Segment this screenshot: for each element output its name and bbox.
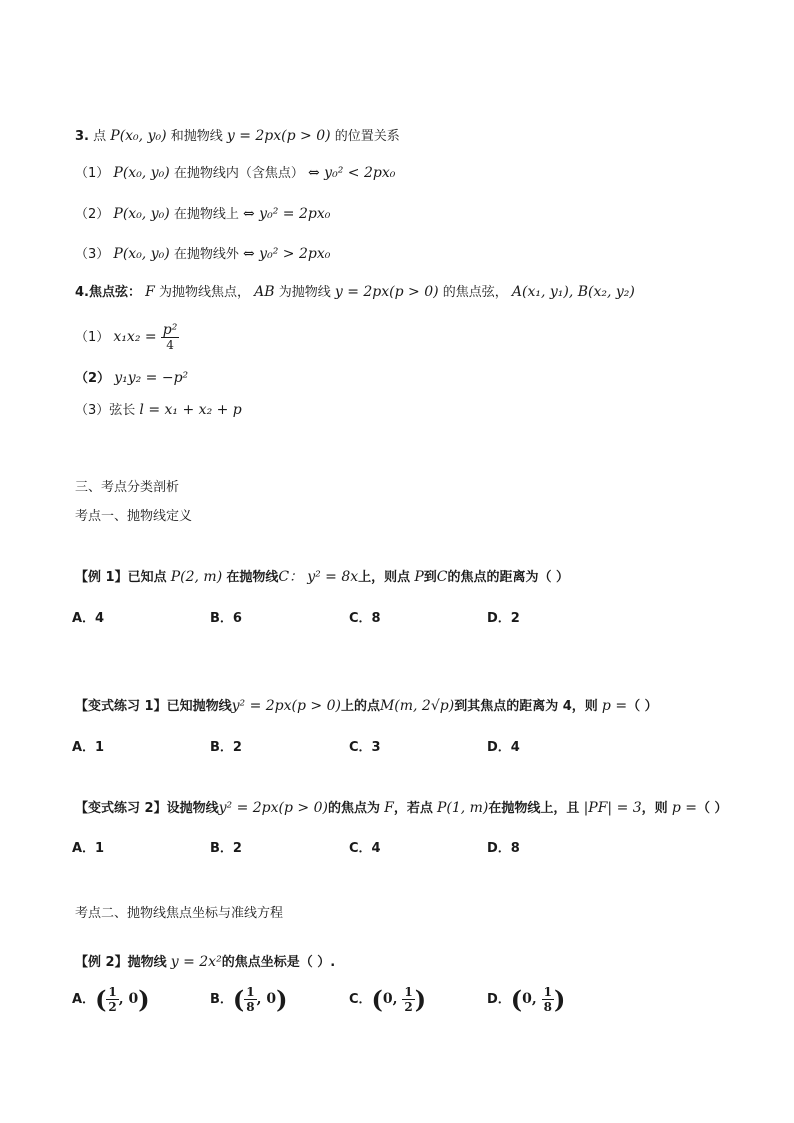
q-text: 抛物线: [127, 955, 167, 970]
option-c[interactable]: C．8: [349, 611, 381, 626]
case-text: 在抛物线外: [173, 247, 239, 262]
item4-head: 4.焦点弦：: [75, 285, 141, 300]
fraction-numerator: 1: [108, 985, 117, 999]
case-point: P(x₀, y₀): [113, 206, 170, 222]
option-label: C．: [349, 992, 372, 1007]
item3-post: 的位置关系: [334, 129, 400, 144]
q-symbol: F: [384, 800, 394, 816]
option-b[interactable]: B．2: [210, 841, 242, 856]
option-c[interactable]: C．4: [349, 841, 381, 856]
option-rest: 0,: [522, 991, 542, 1007]
q-point: M(m, 2√p): [379, 698, 455, 714]
option-rest: 0,: [382, 991, 403, 1007]
item4-property-2: [75, 369, 188, 388]
q-text: （ ）: [627, 699, 658, 714]
item4-text-2: 为抛物线: [278, 285, 331, 300]
q-text: 上，则点: [358, 570, 411, 585]
item4-property-1: [75, 322, 179, 353]
fraction: [106, 985, 118, 1014]
q-equation: y² = 8x: [307, 569, 359, 585]
example-tag: 【变式练习 2】: [75, 801, 167, 816]
q-equation: y² = 2px(p > 0): [231, 698, 341, 714]
case-text: 在抛物线上: [173, 207, 239, 222]
example-2-question: [75, 953, 335, 972]
q-text: 上的点: [340, 699, 380, 714]
q-text: 的焦点为: [327, 801, 380, 816]
case-condition: ⇔ y₀² = 2px₀: [243, 206, 331, 222]
option-label: B．: [210, 992, 233, 1007]
item4-text-3: 的焦点弦，: [442, 285, 508, 300]
variant-2-question: [75, 799, 728, 818]
fraction-denominator: 2: [404, 1000, 413, 1014]
option-d[interactable]: D．4: [487, 740, 520, 755]
item3-mid: 和抛物线: [170, 129, 223, 144]
q-symbol: C: [436, 569, 448, 585]
fraction-denominator: 8: [246, 1000, 255, 1014]
fraction: [244, 985, 256, 1014]
q-text: （ ）: [696, 801, 728, 816]
q-text: 在抛物线: [226, 570, 279, 585]
item3-pre: 点: [93, 129, 107, 144]
q-text: 在抛物线上，且: [488, 801, 580, 816]
case-label: （2）: [75, 207, 110, 222]
item3-case-2: [75, 205, 330, 224]
item4-equation: y = 2px(p > 0): [334, 284, 439, 300]
q-equation: y = 2x²: [170, 954, 222, 970]
option-c[interactable]: C．3: [349, 740, 381, 755]
item3-point: P(x₀, y₀): [110, 128, 167, 144]
case-label: （3）: [75, 247, 110, 262]
q-text: 已知抛物线: [166, 699, 232, 714]
q-equation: y² = 2px(p > 0): [218, 800, 328, 816]
case-condition: ⇔ y₀² < 2px₀: [308, 165, 396, 181]
option-rest: , 0: [256, 991, 277, 1007]
q-text: ，若点: [393, 801, 433, 816]
option-b[interactable]: B．( $\frac{1}{8}$ , 0): [210, 985, 288, 1014]
option-a[interactable]: A．1: [72, 740, 105, 755]
fraction: [161, 323, 180, 352]
option-c[interactable]: C．(0, $\frac{1}{2}$ ): [349, 985, 427, 1014]
fraction: [402, 985, 414, 1014]
q-curve: C：: [278, 569, 304, 585]
fraction-numerator: 1: [246, 985, 255, 999]
case-condition: ⇔ y₀² > 2px₀: [243, 246, 331, 262]
option-a[interactable]: A．4: [72, 611, 105, 626]
example-1-question: [75, 568, 569, 587]
item3-case-3: [75, 245, 330, 264]
example-tag: 【例 2】: [75, 955, 128, 970]
item4-points: A(x₁, y₁), B(x₂, y₂): [511, 284, 635, 300]
option-d[interactable]: D．(0, $\frac{1}{8}$ ): [487, 985, 566, 1014]
option-label: A．: [72, 992, 96, 1007]
item4-text-1: 为抛物线焦点，: [158, 285, 250, 300]
option-b[interactable]: B．6: [210, 611, 242, 626]
case-point: P(x₀, y₀): [113, 165, 170, 181]
q-text: 的焦点坐标是（ ）.: [221, 955, 336, 970]
property-label: （2）: [75, 371, 111, 386]
item4-chord-symbol: AB: [254, 284, 275, 300]
option-label: D．: [487, 992, 511, 1007]
item3-heading: [75, 127, 400, 146]
fraction-numerator: 1: [404, 985, 413, 999]
option-b[interactable]: B．2: [210, 740, 242, 755]
q-point: P(2, m): [170, 569, 223, 585]
case-point: P(x₀, y₀): [113, 246, 170, 262]
example-tag: 【例 1】: [75, 570, 128, 585]
item4-property-3: [75, 401, 242, 420]
option-d[interactable]: D．2: [487, 611, 520, 626]
item3-number: 3.: [75, 129, 89, 144]
topic-2-title: 考点二、抛物线焦点坐标与准线方程: [75, 906, 284, 921]
q-text: 到其焦点的距离为 4，则: [454, 699, 598, 714]
q-text: ，则: [641, 801, 668, 816]
property-expression: l = x₁ + x₂ + p: [139, 402, 242, 418]
item3-case-1: [75, 164, 395, 183]
q-text: 已知点: [127, 570, 167, 585]
property-lhs: x₁x₂ =: [113, 329, 157, 345]
section-title: 三、考点分类剖析: [75, 480, 180, 495]
topic-1-title: 考点一、抛物线定义: [75, 509, 193, 524]
property-label: （3）弦长: [75, 403, 136, 418]
q-text: 设抛物线: [166, 801, 219, 816]
option-a[interactable]: A．1: [72, 841, 105, 856]
case-text: 在抛物线内（含焦点）: [173, 166, 304, 181]
fraction-denominator: 2: [108, 1000, 117, 1014]
q-variable: p =: [601, 698, 628, 714]
case-label: （1）: [75, 166, 110, 181]
q-point: P(1, m): [436, 800, 489, 816]
item3-equation: y = 2px(p > 0): [226, 128, 331, 144]
option-rest: , 0: [118, 991, 139, 1007]
fraction-denominator: 8: [543, 1000, 553, 1014]
example-tag: 【变式练习 1】: [75, 699, 167, 714]
property-label: （1）: [75, 330, 110, 345]
property-expression: y₁y₂ = −p²: [114, 370, 189, 386]
fraction-denominator: 4: [166, 338, 174, 352]
item4-focus-symbol: F: [145, 284, 155, 300]
variant-1-question: [75, 697, 658, 716]
q-text: 到: [423, 570, 437, 585]
item4-heading: [75, 283, 635, 302]
option-d[interactable]: D．8: [487, 841, 520, 856]
fraction-numerator: 1: [543, 985, 553, 999]
q-symbol: P: [414, 569, 424, 585]
fraction: [542, 985, 554, 1014]
q-text: 的焦点的距离为（ ）: [447, 570, 569, 585]
q-condition: |PF| = 3: [583, 800, 642, 816]
option-a[interactable]: A．( $\frac{1}{2}$ , 0): [72, 985, 150, 1014]
fraction-numerator: p²: [162, 322, 178, 338]
q-variable: p =: [671, 800, 697, 816]
